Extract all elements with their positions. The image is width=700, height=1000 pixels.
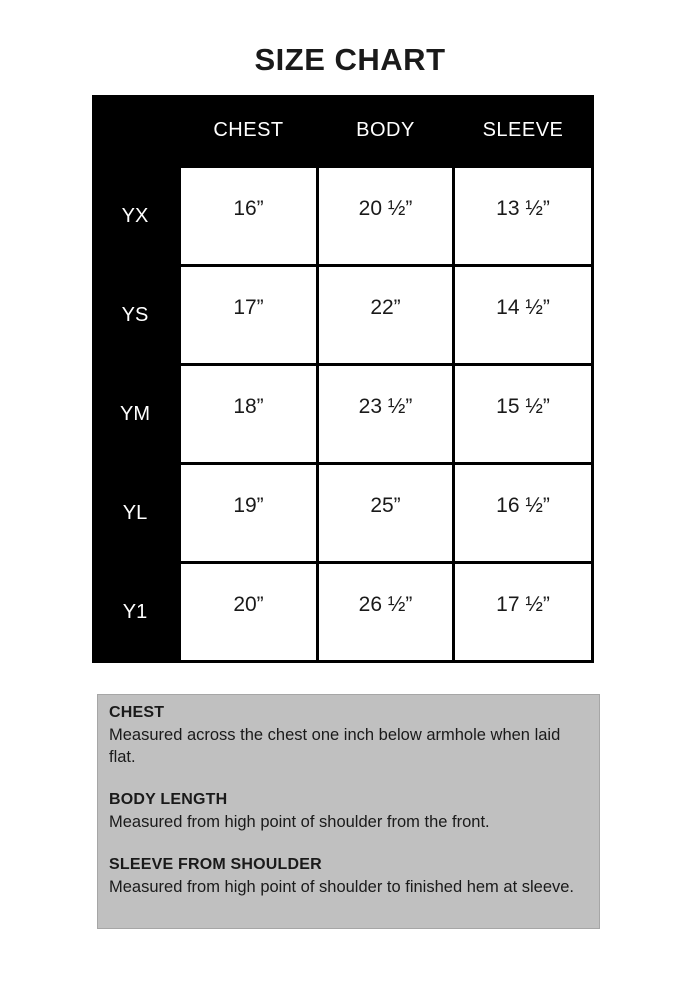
row-label-ys: YS xyxy=(92,267,178,363)
column-header-chest: CHEST xyxy=(181,95,316,165)
cell-yx-chest: 16” xyxy=(181,168,316,264)
note-sleeve-heading: SLEEVE FROM SHOULDER xyxy=(109,856,322,873)
note-body-length-heading: BODY LENGTH xyxy=(109,791,228,808)
note-chest-heading: CHEST xyxy=(109,704,165,721)
row-label-ym: YM xyxy=(92,366,178,462)
column-header-body: BODY xyxy=(319,95,452,165)
page-title: SIZE CHART xyxy=(254,42,446,77)
row-label-yx: YX xyxy=(92,168,178,264)
cell-yl-chest: 19” xyxy=(181,465,316,561)
note-body-length-text: Measured from high point of shoulder from the front. xyxy=(109,813,490,831)
note-body-length xyxy=(109,789,588,833)
cell-yx-sleeve: 13 ½” xyxy=(455,168,591,264)
cell-yl-sleeve: 16 ½” xyxy=(455,465,591,561)
cell-ys-sleeve: 14 ½” xyxy=(455,267,591,363)
size-chart-table xyxy=(92,95,594,663)
note-chest-text: Measured across the chest one inch below armhole when laid flat. xyxy=(109,726,561,766)
column-header-sleeve: SLEEVE xyxy=(455,95,591,165)
row-label-yl: YL xyxy=(92,465,178,561)
cell-ys-chest: 17” xyxy=(181,267,316,363)
note-sleeve-text: Measured from high point of shoulder to finished hem at sleeve. xyxy=(109,878,575,896)
cell-y1-body: 26 ½” xyxy=(319,564,452,660)
measurement-notes-box xyxy=(97,694,600,929)
cell-ys-body: 22” xyxy=(319,267,452,363)
row-label-y1: Y1 xyxy=(92,564,178,660)
table-corner-cell xyxy=(92,95,178,165)
note-sleeve xyxy=(109,854,588,898)
cell-ym-body: 23 ½” xyxy=(319,366,452,462)
cell-ym-sleeve: 15 ½” xyxy=(455,366,591,462)
cell-y1-sleeve: 17 ½” xyxy=(455,564,591,660)
cell-y1-chest: 20” xyxy=(181,564,316,660)
note-chest xyxy=(109,702,588,768)
cell-yx-body: 20 ½” xyxy=(319,168,452,264)
cell-ym-chest: 18” xyxy=(181,366,316,462)
cell-yl-body: 25” xyxy=(319,465,452,561)
